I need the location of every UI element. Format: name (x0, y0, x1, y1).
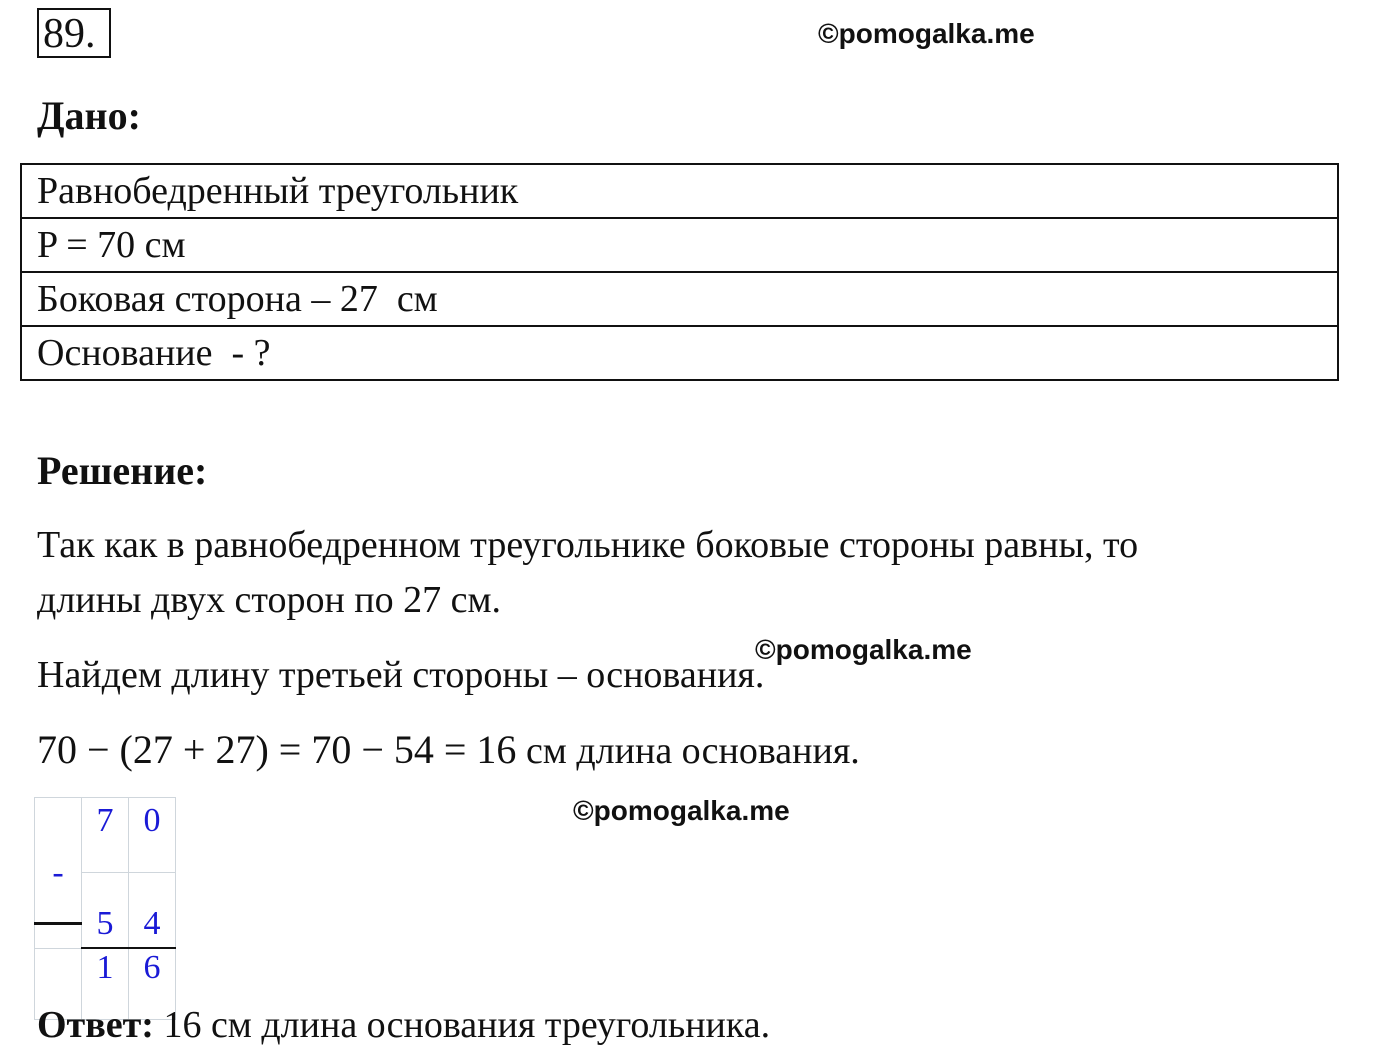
watermark-middle: ©pomogalka.me (755, 634, 972, 665)
task-number: 89. (37, 8, 111, 58)
solution-line-3: Найдем длину третьей стороны – основания. (37, 654, 765, 696)
given-table (20, 163, 1339, 381)
subtraction-line (34, 922, 82, 925)
minus-sign: - (35, 798, 82, 949)
watermark-top: ©pomogalka.me (818, 18, 1035, 49)
solution-line-1: Так как в равнобедренном треугольнике боковые стороны равны, то (37, 524, 1139, 566)
given-unknown: Основание - ? (21, 326, 1338, 380)
given-row (21, 272, 1338, 326)
subtrahend-digit: 5 (82, 873, 129, 949)
watermark-bottom: ©pomogalka.me (573, 795, 790, 826)
answer-text: 16 см длина основания треугольника. (153, 1004, 771, 1046)
solution-line-2: длины двух сторон по 27 см. (37, 579, 502, 621)
given-perimeter: P = 70 см (21, 218, 1338, 272)
solution-heading: Решение: (37, 448, 208, 493)
answer-label: Ответ: (37, 1004, 154, 1046)
minuend-digit: 7 (82, 798, 129, 873)
given-row (21, 326, 1338, 380)
subtrahend-digit: 4 (129, 873, 176, 949)
calc-row-top (35, 798, 176, 873)
answer-line (37, 998, 770, 1052)
column-subtraction (34, 797, 176, 1020)
equation-line (37, 723, 860, 778)
given-figure: Равнобедренный треугольник (21, 164, 1338, 218)
equation-math: 70 − (27 + 27) = 70 − 54 = 16 (37, 727, 517, 772)
result-digit: 1 (82, 948, 129, 1020)
given-row (21, 218, 1338, 272)
given-heading: Дано: (37, 93, 141, 138)
equation-suffix: см длина основания. (516, 730, 860, 772)
given-side: Боковая сторона – 27 см (21, 272, 1338, 326)
result-digit: 6 (129, 948, 176, 1020)
minuend-digit: 0 (129, 798, 176, 873)
given-row (21, 164, 1338, 218)
